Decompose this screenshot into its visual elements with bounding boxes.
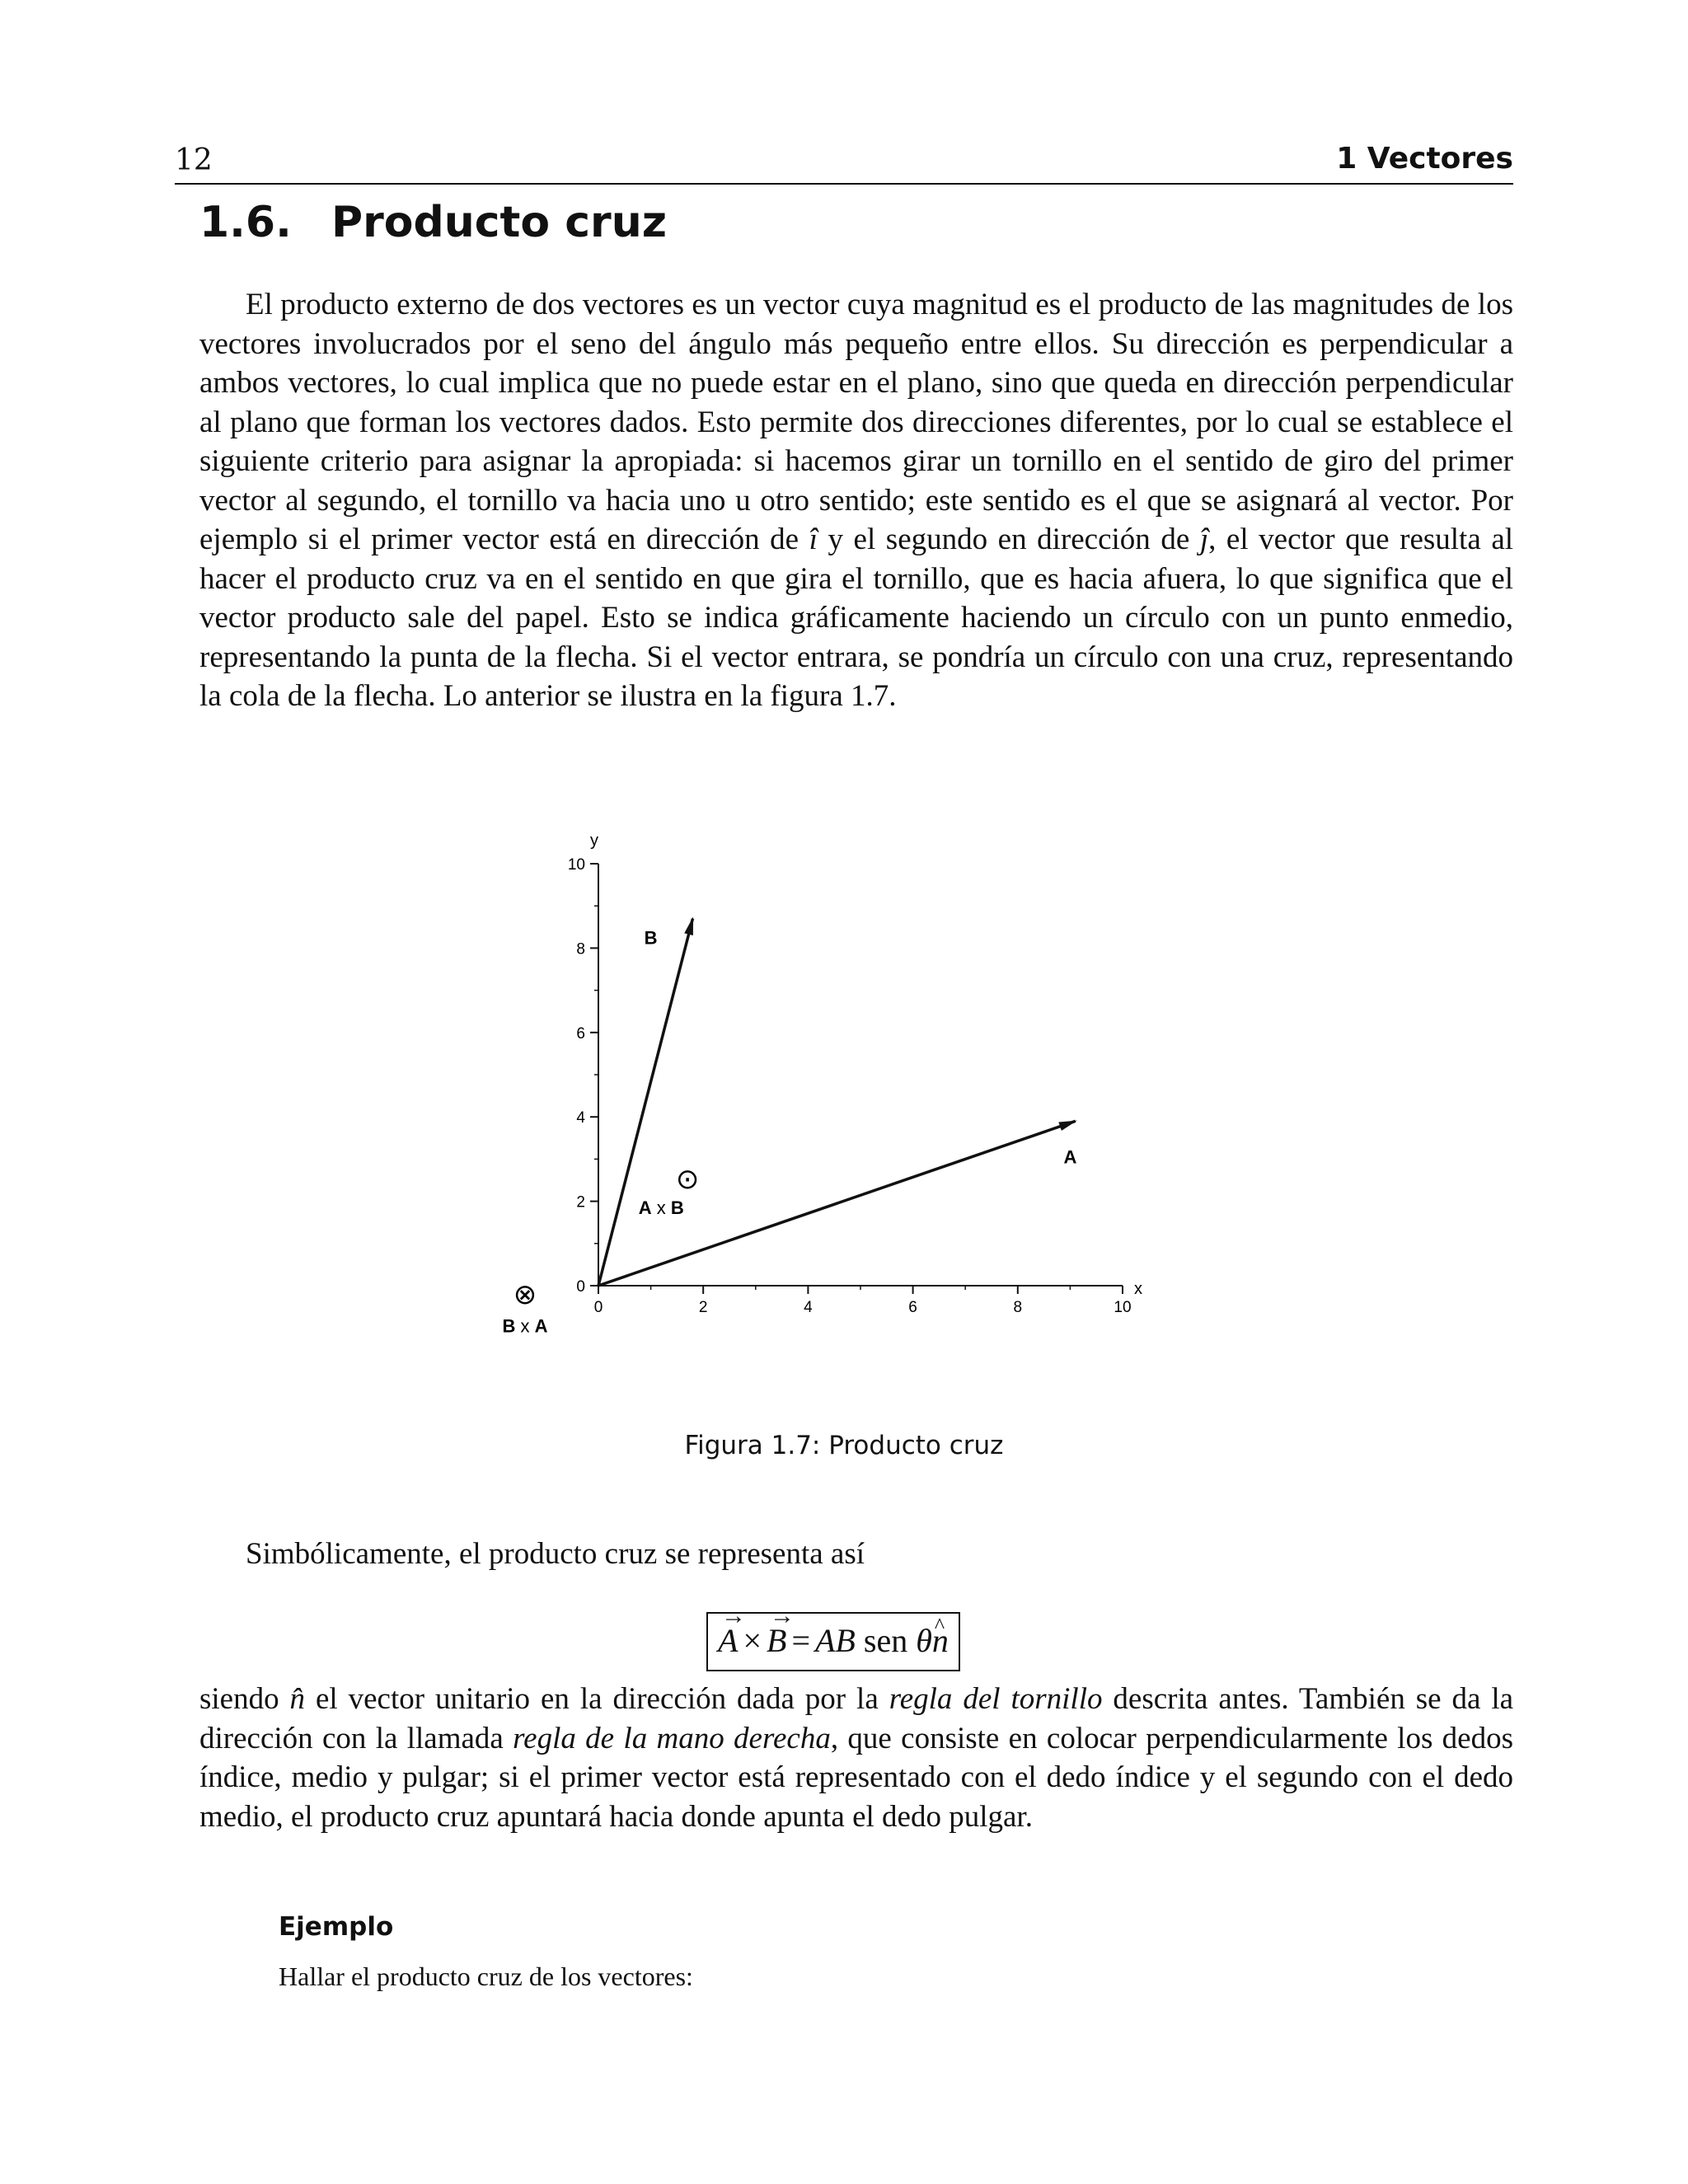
sine-function: sen bbox=[863, 1622, 908, 1659]
times-operator: × bbox=[743, 1622, 762, 1659]
into-page-icon: ⊗ bbox=[513, 1279, 537, 1311]
y-tick-label: 4 bbox=[576, 1109, 585, 1127]
figure-cross-product bbox=[495, 816, 1236, 1393]
chart-axes bbox=[590, 832, 1142, 1298]
chart-vectors bbox=[598, 919, 1076, 1286]
symbolic-intro: Simbólicamente, el producto cruz se representa así bbox=[246, 1537, 865, 1571]
x-tick-label: 2 bbox=[698, 1299, 708, 1316]
n-hat-symbol: n̂ bbox=[289, 1682, 306, 1716]
label-part: B bbox=[670, 1197, 684, 1218]
para2-text-1: siendo bbox=[199, 1682, 279, 1716]
page-number: 12 bbox=[175, 143, 213, 177]
equals-operator: = bbox=[791, 1622, 810, 1659]
screw-rule-term: regla del tornillo bbox=[889, 1682, 1103, 1716]
section-number: 1.6. bbox=[199, 198, 292, 247]
cross-product-formula bbox=[706, 1612, 960, 1671]
intro-paragraph bbox=[199, 285, 1513, 716]
y-tick-label: 2 bbox=[576, 1193, 585, 1212]
x-tick-label: 6 bbox=[908, 1299, 917, 1316]
theta-symbol: θ bbox=[916, 1622, 932, 1659]
x-tick-label: 4 bbox=[804, 1299, 813, 1316]
example-title: Ejemplo bbox=[279, 1912, 394, 1942]
x-tick-label: 10 bbox=[1114, 1299, 1132, 1316]
chart-annotations bbox=[502, 927, 1076, 1336]
section-title bbox=[199, 198, 667, 247]
x-tick-label: 8 bbox=[1013, 1299, 1023, 1316]
i-hat-symbol: î bbox=[809, 523, 818, 556]
y-tick-label: 10 bbox=[567, 856, 585, 874]
b-cross-a-label bbox=[502, 1315, 547, 1336]
running-head: 1 Vectores bbox=[1336, 142, 1513, 176]
figure-caption: Figura 1.7: Producto cruz bbox=[684, 1431, 1004, 1460]
example-text: Hallar el producto cruz de los vectores: bbox=[279, 1961, 693, 1991]
a-cross-b-label bbox=[639, 1197, 684, 1218]
label-part: B bbox=[502, 1315, 516, 1337]
para2-text-4: , que consiste en colocar perpendicularmente los dedos índice, medio y pulgar; si el primer vector está representado con el dedo índice y el segundo con el dedo medio, el producto cruz apuntará hacia donde apunta el dedo pulgar. bbox=[199, 1721, 1513, 1834]
cross-product-chart bbox=[495, 816, 1236, 1393]
right-hand-rule-term: regla de la mano derecha bbox=[513, 1721, 831, 1755]
intro-text-rest: , el vector que resulta al hacer el producto cruz va en el sentido en que gira el tornillo, que es hacia afuera, lo que significa que el vector producto sale del papel. Esto se indica gráficamente haciendo un círculo con un punto enmedio, representando la punta de la flecha. Si el vector entrara, se pondría un círculo con una cruz, representando la cola de la flecha. Lo anterior se ilustra en la figura 1.7. bbox=[199, 523, 1514, 713]
para2-text-2: el vector unitario en la dirección dada por la bbox=[315, 1682, 879, 1716]
y-tick-label: 6 bbox=[576, 1024, 585, 1043]
x-tick-label: 0 bbox=[593, 1299, 603, 1316]
x-axis-label: x bbox=[1134, 1280, 1142, 1298]
vector-a-label: A bbox=[1063, 1146, 1077, 1168]
out-of-page-icon: ⊙ bbox=[675, 1164, 700, 1195]
label-part: x bbox=[651, 1197, 671, 1218]
vector-a-symbol: → A bbox=[718, 1614, 738, 1668]
vector-b-symbol: → B bbox=[767, 1614, 786, 1668]
magnitude-product: AB bbox=[815, 1622, 856, 1659]
y-axis-label: y bbox=[590, 832, 598, 850]
vector-b-label: B bbox=[644, 927, 658, 949]
vector-b-arrow bbox=[598, 919, 692, 1286]
section-title-text: Producto cruz bbox=[331, 198, 667, 247]
right-hand-rule-paragraph bbox=[199, 1680, 1513, 1836]
y-tick-label: 0 bbox=[576, 1278, 585, 1296]
unit-vector-n: ^ n bbox=[932, 1614, 949, 1668]
label-part: A bbox=[638, 1197, 652, 1218]
y-tick-label: 8 bbox=[576, 940, 585, 958]
chart-ticks bbox=[568, 856, 1132, 1316]
j-hat-symbol: ĵ bbox=[1199, 523, 1209, 556]
header-rule bbox=[175, 183, 1513, 185]
intro-text: El producto externo de dos vectores es un vector cuya magnitud es el producto de las magnitudes de los vectores involucrados por el seno del ángulo más pequeño entre ellos. Su dirección es perpendicular a ambos vectores, lo cual implica que no puede estar en el plano, sino que queda en dirección perpendicular al plano que forman los vectores dados. Esto permite dos direcciones diferentes, por lo cual se establece el siguiente criterio para asignar la apropiada: si hacemos girar un tornillo en el sentido de giro del primer vector al segundo, el tornillo va hacia uno u otro sentido; este sentido es el que se asignará al vector. Por ejemplo si el primer vector está en dirección de bbox=[199, 288, 1513, 556]
intro-text-mid: y el segundo en dirección de bbox=[828, 523, 1190, 556]
label-part: A bbox=[534, 1315, 548, 1337]
label-part: x bbox=[515, 1315, 535, 1337]
para2-text-3: descrita antes. También se da la dirección con la llamada bbox=[199, 1682, 1514, 1755]
